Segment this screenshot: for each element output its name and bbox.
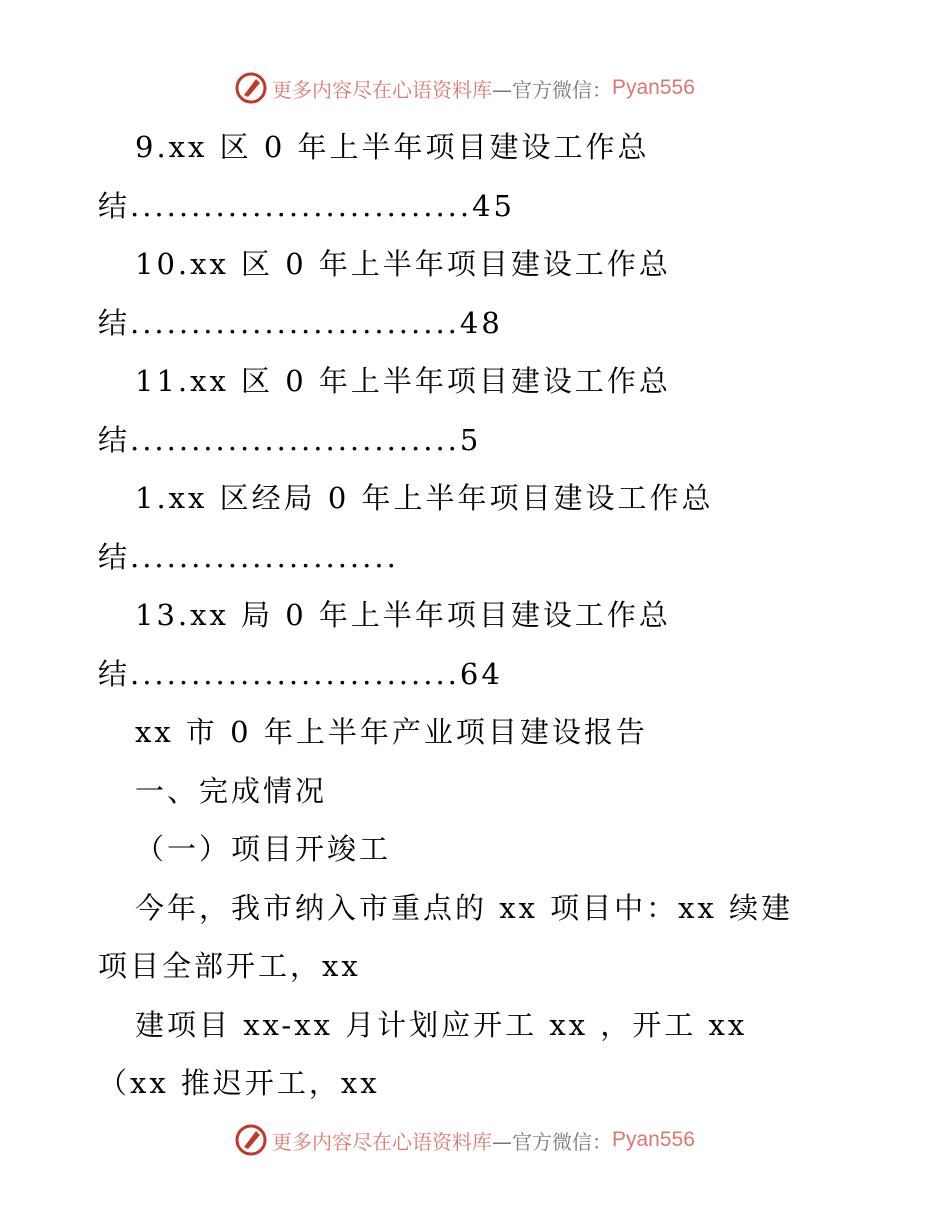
text-line: 项目全部开工，xx [98,949,361,983]
text-line: 结...........................64 [98,656,503,691]
text-line: 11.xx 区 0 年上半年项目建设工作总 [135,364,671,398]
text-line: 建项目 xx-xx 月计划应开工 xx ，开工 xx [135,1007,748,1042]
watermark-text: 更多内容尽在心语资料库 [272,77,492,102]
text-line: 9.xx 区 0 年上半年项目建设工作总 [135,130,650,164]
watermark-separator: —官方微信： [492,1129,612,1154]
watermark-wechat: Pyan556 [612,1128,695,1151]
watermark-separator: —官方微信： [492,77,612,102]
pen-nib-logo-icon [234,71,268,105]
watermark-wechat: Pyan556 [612,76,695,99]
footer-watermark [234,1120,695,1160]
watermark-text: 更多内容尽在心语资料库 [272,1129,492,1154]
text-line: 结...........................48 [98,305,503,340]
text-line: 结............................45 [98,188,516,223]
text-line: （一）项目开竣工 [135,832,392,866]
text-line: xx 市 0 年上半年产业项目建设报告 [135,715,648,749]
pen-nib-logo-icon [234,1123,268,1157]
text-line: 1.xx 区经局 0 年上半年项目建设工作总 [135,481,714,515]
text-line: 今年，我市纳入市重点的 xx 项目中：xx 续建 [135,890,794,925]
text-line: （xx 推迟开工，xx [98,1066,380,1100]
text-line: 结...................... [98,539,399,574]
text-line: 10.xx 区 0 年上半年项目建设工作总 [135,247,671,281]
text-line: 一、完成情况 [135,773,328,808]
text-line: 13.xx 局 0 年上半年项目建设工作总 [135,598,671,632]
header-watermark [234,68,695,108]
text-line: 结...........................5 [98,422,482,457]
